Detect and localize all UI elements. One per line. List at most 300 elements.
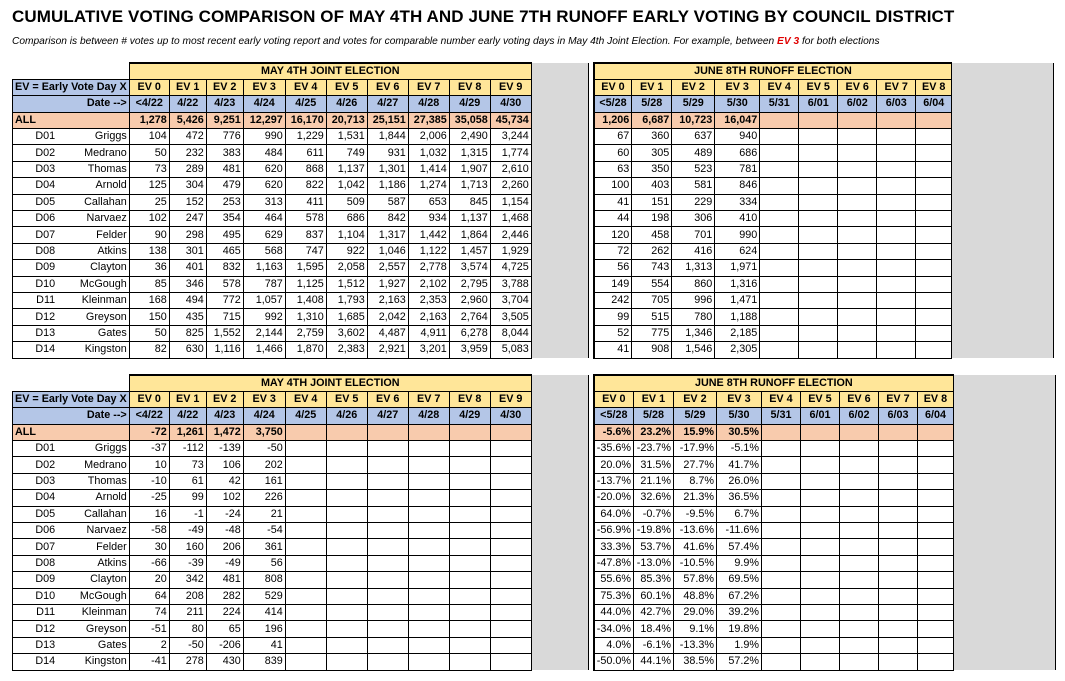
may-value: 342 bbox=[169, 572, 206, 588]
june-value: 48.8% bbox=[673, 588, 716, 604]
june-date-header: <5/28 bbox=[594, 408, 634, 424]
may-value: 401 bbox=[169, 260, 206, 276]
june-value: 57.8% bbox=[673, 572, 716, 588]
june-value: -13.0% bbox=[633, 555, 673, 571]
may-value: 3,704 bbox=[490, 292, 531, 308]
may-value: 1,137 bbox=[449, 211, 490, 227]
table-row bbox=[13, 490, 1056, 506]
may-value: 472 bbox=[169, 129, 206, 145]
may-all-value: 16,170 bbox=[285, 112, 326, 128]
gray-band bbox=[531, 424, 588, 440]
june-value: 2,305 bbox=[715, 342, 760, 358]
gray-band bbox=[953, 391, 1055, 407]
table-row bbox=[13, 637, 1056, 653]
gray-band bbox=[531, 129, 588, 145]
may-all-value bbox=[408, 424, 449, 440]
gray-band bbox=[952, 79, 1054, 95]
may-value: -24 bbox=[206, 506, 243, 522]
district-name: Narvaez bbox=[57, 523, 129, 539]
june-value: 26.0% bbox=[716, 473, 761, 489]
june-value bbox=[800, 473, 839, 489]
june-value: 780 bbox=[672, 309, 715, 325]
june-value: -0.7% bbox=[633, 506, 673, 522]
gray-band bbox=[531, 96, 588, 112]
june-value bbox=[917, 637, 953, 653]
key-label: EV = Early Vote Day X bbox=[13, 79, 130, 95]
june-value bbox=[917, 588, 953, 604]
gray-band bbox=[953, 424, 1055, 440]
june-value: 63 bbox=[594, 161, 632, 177]
june-value: 1.9% bbox=[716, 637, 761, 653]
may-value bbox=[449, 539, 490, 555]
june-value bbox=[878, 441, 917, 457]
june-value bbox=[839, 637, 878, 653]
may-all-value: 3,750 bbox=[243, 424, 285, 440]
may-value: 313 bbox=[243, 194, 285, 210]
may-value bbox=[408, 539, 449, 555]
may-value: -25 bbox=[129, 490, 169, 506]
date-label: Date --> bbox=[13, 96, 130, 112]
may-value: 787 bbox=[243, 276, 285, 292]
may-value bbox=[490, 523, 531, 539]
june-value bbox=[916, 178, 952, 194]
may-value: 74 bbox=[129, 604, 169, 620]
may-date-header: 4/26 bbox=[326, 96, 367, 112]
june-date-header: 6/02 bbox=[838, 96, 877, 112]
may-value: -112 bbox=[169, 441, 206, 457]
june-all-value: 30.5% bbox=[716, 424, 761, 440]
may-value bbox=[408, 555, 449, 571]
june-value bbox=[877, 161, 916, 177]
june-day-header: EV 7 bbox=[878, 391, 917, 407]
june-value bbox=[877, 309, 916, 325]
june-all-value: 10,723 bbox=[672, 112, 715, 128]
may-value: 2 bbox=[129, 637, 169, 653]
may-value bbox=[326, 473, 367, 489]
june-value bbox=[839, 604, 878, 620]
june-date-header: 5/29 bbox=[672, 96, 715, 112]
gray-band bbox=[531, 457, 588, 473]
may-value: 289 bbox=[169, 161, 206, 177]
may-value: 686 bbox=[326, 211, 367, 227]
may-all-value: -72 bbox=[129, 424, 169, 440]
june-day-header: EV 4 bbox=[760, 79, 799, 95]
may-value bbox=[285, 572, 326, 588]
district-name: Griggs bbox=[57, 441, 129, 457]
may-value: 125 bbox=[129, 178, 169, 194]
gray-band bbox=[531, 112, 588, 128]
gray-band bbox=[531, 276, 588, 292]
may-value: 620 bbox=[243, 178, 285, 194]
june-value bbox=[760, 211, 799, 227]
june-value bbox=[878, 490, 917, 506]
june-value bbox=[878, 588, 917, 604]
table-row bbox=[13, 309, 1054, 325]
may-value bbox=[449, 572, 490, 588]
may-value: 587 bbox=[367, 194, 408, 210]
may-all-value bbox=[367, 424, 408, 440]
gray-band bbox=[531, 654, 588, 670]
june-value bbox=[916, 325, 952, 341]
june-day-header: EV 0 bbox=[594, 391, 634, 407]
june-value: 67 bbox=[594, 129, 632, 145]
may-value bbox=[285, 523, 326, 539]
june-day-header: EV 3 bbox=[715, 79, 760, 95]
district-name: Thomas bbox=[57, 473, 129, 489]
may-value: 25 bbox=[129, 194, 169, 210]
district-name: Arnold bbox=[57, 490, 129, 506]
district-name: Gates bbox=[57, 325, 129, 341]
table-row bbox=[13, 260, 1054, 276]
may-value bbox=[490, 621, 531, 637]
may-value: 990 bbox=[243, 129, 285, 145]
may-value bbox=[449, 506, 490, 522]
may-date-header: 4/22 bbox=[169, 96, 206, 112]
june-value: 149 bbox=[594, 276, 632, 292]
table-row bbox=[13, 211, 1054, 227]
june-value: 57.4% bbox=[716, 539, 761, 555]
june-value bbox=[799, 309, 838, 325]
june-value: 489 bbox=[672, 145, 715, 161]
may-value: 1,408 bbox=[285, 292, 326, 308]
june-value bbox=[877, 276, 916, 292]
june-value bbox=[838, 194, 877, 210]
may-value: -54 bbox=[243, 523, 285, 539]
june-value bbox=[916, 129, 952, 145]
may-value: 832 bbox=[206, 260, 243, 276]
district-name: Medrano bbox=[57, 145, 129, 161]
may-value bbox=[326, 604, 367, 620]
june-value bbox=[878, 457, 917, 473]
may-all-value: 20,713 bbox=[326, 112, 367, 128]
june-value bbox=[838, 309, 877, 325]
june-value: 990 bbox=[715, 227, 760, 243]
may-value bbox=[326, 523, 367, 539]
june-value bbox=[878, 555, 917, 571]
gray-band bbox=[952, 96, 1054, 112]
june-value bbox=[838, 325, 877, 341]
june-value: 1,188 bbox=[715, 309, 760, 325]
table-row bbox=[13, 506, 1056, 522]
june-value bbox=[916, 211, 952, 227]
june-value bbox=[839, 523, 878, 539]
june-value: 1,313 bbox=[672, 260, 715, 276]
may-date-header: <4/22 bbox=[129, 96, 169, 112]
june-value bbox=[877, 342, 916, 358]
june-value: 846 bbox=[715, 178, 760, 194]
june-all-value bbox=[838, 112, 877, 128]
may-value: 3,574 bbox=[449, 260, 490, 276]
may-value bbox=[408, 457, 449, 473]
may-value bbox=[367, 654, 408, 670]
may-value bbox=[285, 604, 326, 620]
district-code: D04 bbox=[13, 490, 58, 506]
june-value: 53.7% bbox=[633, 539, 673, 555]
may-value: 2,778 bbox=[408, 260, 449, 276]
may-value: 630 bbox=[169, 342, 206, 358]
gray-band bbox=[952, 211, 1054, 227]
may-value: 481 bbox=[206, 572, 243, 588]
may-value: 1,186 bbox=[367, 178, 408, 194]
june-value bbox=[877, 194, 916, 210]
may-date-header: 4/22 bbox=[169, 408, 206, 424]
district-code: D09 bbox=[13, 572, 58, 588]
may-value: 298 bbox=[169, 227, 206, 243]
june-value bbox=[916, 260, 952, 276]
may-value: 282 bbox=[206, 588, 243, 604]
may-value: 226 bbox=[243, 490, 285, 506]
may-all-value bbox=[490, 424, 531, 440]
june-value: 554 bbox=[632, 276, 672, 292]
gray-band bbox=[531, 391, 588, 407]
may-value bbox=[367, 523, 408, 539]
june-value bbox=[761, 457, 800, 473]
june-day-header: EV 8 bbox=[916, 79, 952, 95]
gray-band bbox=[531, 441, 588, 457]
june-value: 9.1% bbox=[673, 621, 716, 637]
june-all-value: -5.6% bbox=[594, 424, 634, 440]
may-value bbox=[449, 604, 490, 620]
may-date-header: 4/27 bbox=[367, 96, 408, 112]
district-name: Callahan bbox=[57, 194, 129, 210]
june-date-header: 5/28 bbox=[633, 408, 673, 424]
june-value: 403 bbox=[632, 178, 672, 194]
june-date-header: 6/01 bbox=[800, 408, 839, 424]
may-value: 232 bbox=[169, 145, 206, 161]
june-value bbox=[800, 637, 839, 653]
may-value: 464 bbox=[243, 211, 285, 227]
june-all-value bbox=[916, 112, 952, 128]
may-date-header: 4/29 bbox=[449, 408, 490, 424]
may-value: 50 bbox=[129, 325, 169, 341]
may-value bbox=[326, 441, 367, 457]
june-value bbox=[761, 490, 800, 506]
may-value: 922 bbox=[326, 243, 367, 259]
june-value: 36.5% bbox=[716, 490, 761, 506]
june-all-value: 1,206 bbox=[594, 112, 632, 128]
may-value: 278 bbox=[169, 654, 206, 670]
june-value: 38.5% bbox=[673, 654, 716, 670]
june-value: 242 bbox=[594, 292, 632, 308]
may-value bbox=[408, 572, 449, 588]
may-value: 2,144 bbox=[243, 325, 285, 341]
may-value: 1,457 bbox=[449, 243, 490, 259]
june-value bbox=[799, 325, 838, 341]
june-value bbox=[917, 523, 953, 539]
june-value: 523 bbox=[672, 161, 715, 177]
june-all-value bbox=[799, 112, 838, 128]
may-value: 934 bbox=[408, 211, 449, 227]
june-value: 908 bbox=[632, 342, 672, 358]
may-value: 161 bbox=[243, 473, 285, 489]
may-value bbox=[285, 637, 326, 653]
june-value bbox=[839, 654, 878, 670]
may-value bbox=[449, 555, 490, 571]
gray-band bbox=[531, 178, 588, 194]
gray-band bbox=[953, 604, 1055, 620]
may-value: -66 bbox=[129, 555, 169, 571]
gray-band bbox=[531, 342, 588, 358]
may-value: 138 bbox=[129, 243, 169, 259]
may-value bbox=[367, 555, 408, 571]
june-value: 781 bbox=[715, 161, 760, 177]
district-code: D10 bbox=[13, 588, 58, 604]
june-value: 42.7% bbox=[633, 604, 673, 620]
district-name: McGough bbox=[57, 588, 129, 604]
table-row bbox=[13, 539, 1056, 555]
may-value bbox=[367, 473, 408, 489]
may-date-header: 4/23 bbox=[206, 408, 243, 424]
page-subtitle bbox=[12, 36, 880, 47]
june-value bbox=[878, 654, 917, 670]
june-value bbox=[800, 621, 839, 637]
may-day-header: EV 4 bbox=[285, 79, 326, 95]
may-value: 224 bbox=[206, 604, 243, 620]
may-value: 1,466 bbox=[243, 342, 285, 358]
may-value: 102 bbox=[206, 490, 243, 506]
district-name: Callahan bbox=[57, 506, 129, 522]
gray-band bbox=[531, 227, 588, 243]
june-value bbox=[800, 604, 839, 620]
table-row bbox=[13, 621, 1056, 637]
may-value: 160 bbox=[169, 539, 206, 555]
june-value: 6.7% bbox=[716, 506, 761, 522]
june-day-header: EV 7 bbox=[877, 79, 916, 95]
table-row bbox=[13, 457, 1056, 473]
may-value: 2,353 bbox=[408, 292, 449, 308]
table-row bbox=[13, 292, 1054, 308]
may-value: 1,032 bbox=[408, 145, 449, 161]
june-date-header: 5/30 bbox=[716, 408, 761, 424]
may-value: 42 bbox=[206, 473, 243, 489]
may-day-header: EV 9 bbox=[490, 79, 531, 95]
may-value bbox=[449, 490, 490, 506]
gray-band bbox=[953, 506, 1055, 522]
june-date-header: 5/31 bbox=[761, 408, 800, 424]
may-value: 1,927 bbox=[367, 276, 408, 292]
june-value bbox=[878, 506, 917, 522]
june-value bbox=[760, 161, 799, 177]
gray-band bbox=[531, 309, 588, 325]
june-value: 458 bbox=[632, 227, 672, 243]
june-value bbox=[761, 555, 800, 571]
may-day-header: EV 3 bbox=[243, 79, 285, 95]
june-day-header: EV 6 bbox=[839, 391, 878, 407]
district-name: Greyson bbox=[57, 309, 129, 325]
may-value: 354 bbox=[206, 211, 243, 227]
june-value bbox=[800, 441, 839, 457]
may-all-value bbox=[449, 424, 490, 440]
june-value: 1,546 bbox=[672, 342, 715, 358]
june-value bbox=[839, 555, 878, 571]
may-value: 301 bbox=[169, 243, 206, 259]
may-value bbox=[449, 637, 490, 653]
may-value: 73 bbox=[129, 161, 169, 177]
june-value bbox=[761, 473, 800, 489]
june-value bbox=[878, 572, 917, 588]
district-name: Clayton bbox=[57, 572, 129, 588]
may-value bbox=[285, 539, 326, 555]
spacer bbox=[13, 63, 130, 79]
june-section-header: JUNE 8TH RUNOFF ELECTION bbox=[594, 375, 954, 391]
june-value: -56.9% bbox=[594, 523, 634, 539]
may-value bbox=[285, 441, 326, 457]
june-value bbox=[800, 523, 839, 539]
cumulative-votes-table bbox=[12, 62, 1054, 359]
may-date-header: 4/30 bbox=[490, 408, 531, 424]
gray-band bbox=[531, 243, 588, 259]
district-code: D09 bbox=[13, 260, 58, 276]
may-all-value: 35,058 bbox=[449, 112, 490, 128]
may-value: -50 bbox=[243, 441, 285, 457]
may-value: 1,154 bbox=[490, 194, 531, 210]
gray-band bbox=[531, 473, 588, 489]
june-value: 72 bbox=[594, 243, 632, 259]
may-value bbox=[326, 539, 367, 555]
june-value bbox=[760, 260, 799, 276]
may-value: 4,487 bbox=[367, 325, 408, 341]
may-value: -58 bbox=[129, 523, 169, 539]
may-value: 30 bbox=[129, 539, 169, 555]
may-value: 1,713 bbox=[449, 178, 490, 194]
may-value: 104 bbox=[129, 129, 169, 145]
may-day-header: EV 2 bbox=[206, 79, 243, 95]
june-value bbox=[916, 243, 952, 259]
gray-band bbox=[952, 194, 1054, 210]
may-value: 868 bbox=[285, 161, 326, 177]
june-value bbox=[761, 637, 800, 653]
june-value: 44.0% bbox=[594, 604, 634, 620]
may-value: 653 bbox=[408, 194, 449, 210]
may-value: 16 bbox=[129, 506, 169, 522]
may-value: 2,759 bbox=[285, 325, 326, 341]
june-value: 1,471 bbox=[715, 292, 760, 308]
may-value: 99 bbox=[169, 490, 206, 506]
may-value: 206 bbox=[206, 539, 243, 555]
june-value bbox=[799, 342, 838, 358]
district-code: D13 bbox=[13, 637, 58, 653]
district-code: D01 bbox=[13, 129, 58, 145]
june-value: 306 bbox=[672, 211, 715, 227]
june-value bbox=[878, 637, 917, 653]
may-value: 1,163 bbox=[243, 260, 285, 276]
june-value bbox=[760, 129, 799, 145]
may-value: 2,260 bbox=[490, 178, 531, 194]
june-value: 996 bbox=[672, 292, 715, 308]
june-value: 305 bbox=[632, 145, 672, 161]
may-value: 1,274 bbox=[408, 178, 449, 194]
june-value bbox=[799, 129, 838, 145]
june-value: 41.6% bbox=[673, 539, 716, 555]
may-value: 253 bbox=[206, 194, 243, 210]
may-value: 1,310 bbox=[285, 309, 326, 325]
june-value bbox=[917, 621, 953, 637]
district-name: Gates bbox=[57, 637, 129, 653]
may-value: 1,793 bbox=[326, 292, 367, 308]
gray-band bbox=[531, 211, 588, 227]
june-value bbox=[877, 129, 916, 145]
may-value bbox=[326, 654, 367, 670]
may-value: 85 bbox=[129, 276, 169, 292]
june-value bbox=[917, 555, 953, 571]
may-value bbox=[408, 490, 449, 506]
district-code: D05 bbox=[13, 506, 58, 522]
june-all-value: 16,047 bbox=[715, 112, 760, 128]
district-name: Medrano bbox=[57, 457, 129, 473]
june-value: -23.7% bbox=[633, 441, 673, 457]
may-section-header: MAY 4TH JOINT ELECTION bbox=[129, 63, 531, 79]
june-value: 41.7% bbox=[716, 457, 761, 473]
